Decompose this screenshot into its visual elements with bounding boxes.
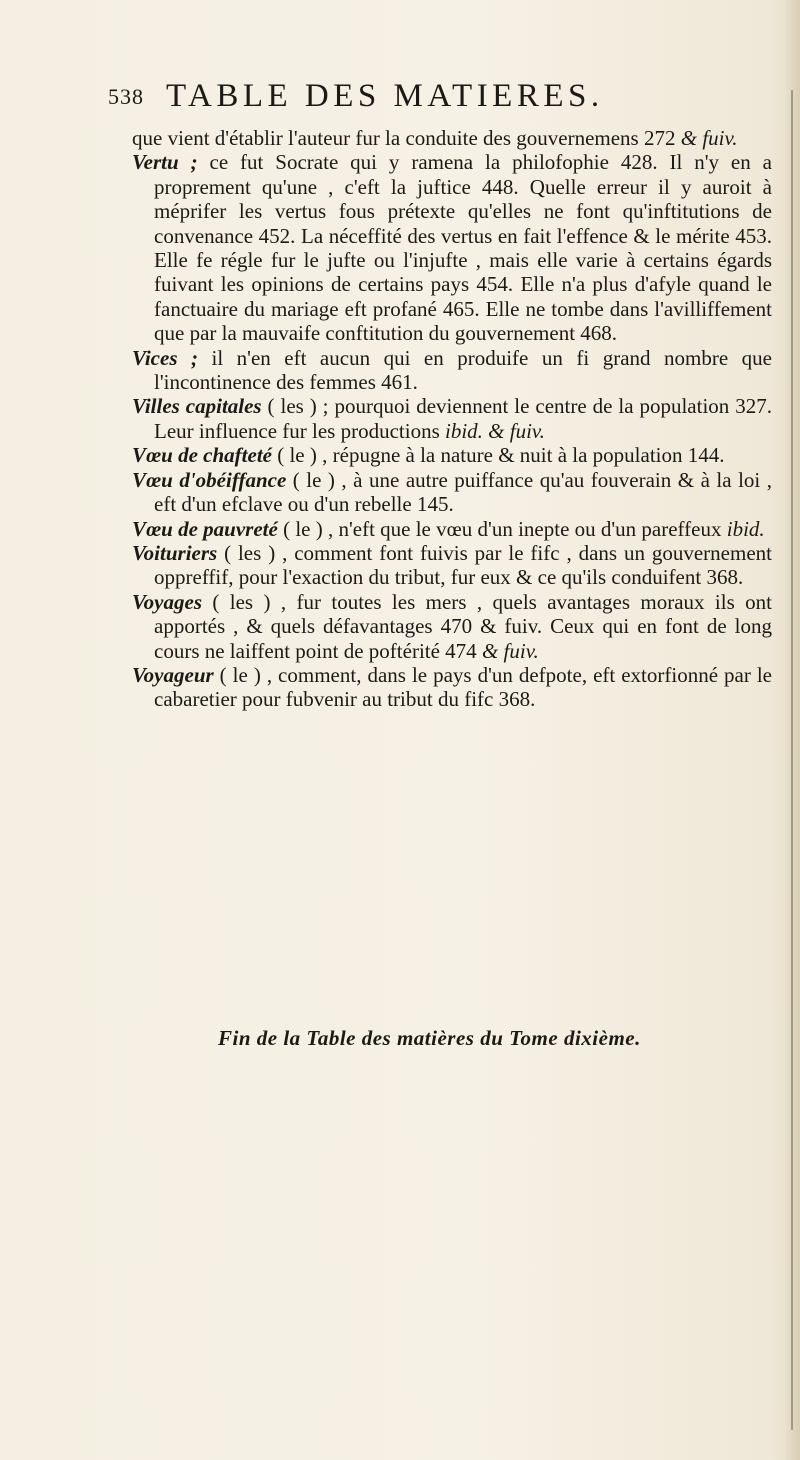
entry-reference: & fuiv. — [481, 638, 539, 663]
entry-headword: Voyageur — [132, 662, 214, 687]
entry-headword: Villes capitales — [132, 394, 262, 419]
index-entry — [132, 394, 772, 443]
entry-text: ce fut Socrate qui y ramena la philofophie 428. Il n'y en a proprement qu'une , c'eft la juftice 448. Quelle erreur il y auroit à méprifer les vertus fous prétexte qu'elles ne font qu'inftitutions de convenance 452. La néceffité des vertus en fait l'effence & le mérite 453. Elle fe régle fur le jufte ou l'injufte , mais elle varie à certains égards fuivant les opinions de certains pays 454. Elle n'a plus d'afyle quand le fanctuaire du mariage eft profané 465. Elle ne tombe dans l'avilliffement que par la mauvaife conftitution du gouvernement 468. — [154, 150, 772, 346]
index-entry — [132, 150, 772, 345]
entry-headword: Vices ; — [132, 345, 198, 370]
entry-headword: Vertu ; — [132, 150, 198, 175]
entry-text: ( les ) ; pourquoi deviennent le centre de la population 327. Leur influence fur les productions — [154, 394, 772, 443]
index-entry — [132, 346, 772, 395]
index-entry — [132, 541, 772, 590]
entry-reference: ibid. & fuiv. — [445, 418, 545, 443]
entry-headword: Vœu d'obéiffance — [132, 467, 287, 492]
entry-text: ( le ) , comment, dans le pays d'un defpote, eft extorfionné par le cabaretier pour fubvenir au tribut du fifc 368. — [154, 662, 772, 712]
index-entry — [132, 517, 772, 541]
running-header — [108, 78, 768, 122]
entry-text: ( le ) , n'eft que le vœu d'un inepte ou d'un pareffeux — [277, 516, 727, 541]
page-number: 538 — [108, 84, 144, 109]
index-entry — [132, 443, 772, 467]
index-entry — [132, 126, 772, 150]
index-entry — [132, 590, 772, 663]
running-title: TABLE DES MATIERES. — [166, 78, 604, 114]
entry-text: que vient d'établir l'auteur fur la conduite des gouvernemens 272 — [132, 126, 681, 150]
entry-headword: Vœu de pauvreté — [132, 516, 278, 541]
entry-text: ( le ) , répugne à la nature & nuit à la population 144. — [271, 443, 725, 468]
index-entry — [132, 468, 772, 517]
page-edge — [786, 0, 800, 1460]
entry-text: ( le ) , à une autre puiffance qu'au fouverain & à la loi , eft d'un efclave ou d'un rebelle 145. — [154, 467, 772, 517]
entry-reference: & fuiv. — [680, 126, 738, 150]
entry-text: ( les ) , fur toutes les mers , quels avantages moraux ils ont apportés , & quels défavantages 470 & fuiv. Ceux qui en font de long cours ne laiffent point de poftérité 474 — [154, 589, 772, 663]
entry-text: ( les ) , comment font fuivis par le fifc , dans un gouvernement oppreffif, pour l'exaction du tribut, fur eux & ce qu'ils conduifent 368. — [154, 540, 772, 590]
entry-text: il n'en eft aucun qui en produife un fi grand nombre que l'incontinence des femmes 461. — [154, 345, 772, 395]
entry-headword: Voyages — [132, 589, 202, 614]
binding-shadow — [791, 90, 793, 1430]
entry-headword: Voituriers — [132, 540, 218, 565]
closing-line: Fin de la Table des matières du Tome dixième. — [218, 1026, 641, 1050]
entry-headword: Vœu de chafteté — [132, 443, 272, 468]
index-entry — [132, 663, 772, 712]
entry-reference: ibid. — [726, 516, 765, 541]
index-entries — [132, 126, 772, 712]
